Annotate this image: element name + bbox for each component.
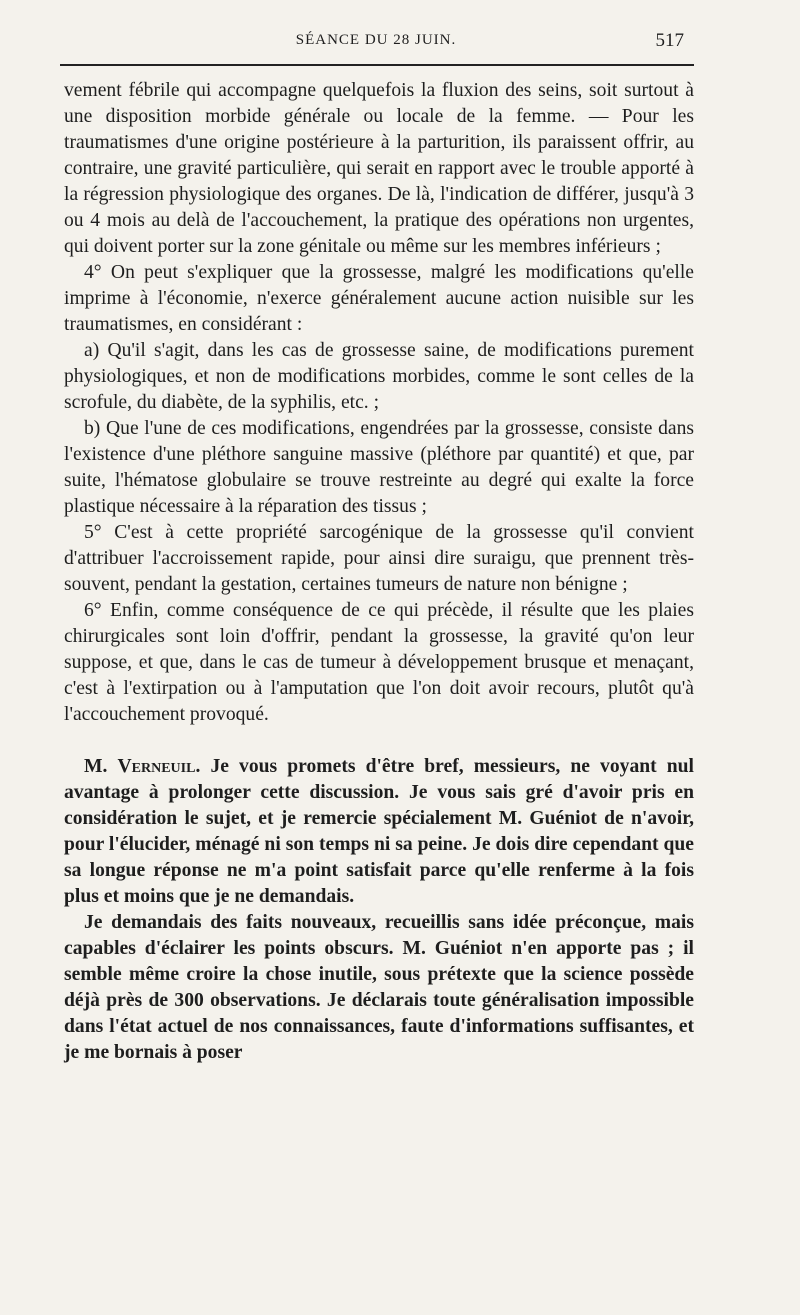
speech-paragraph	[64, 754, 694, 910]
speech-paragraph: Je demandais des faits nouveaux, recueillis sans idée préconçue, mais capables d'éclairer les points obscurs. M. Guéniot n'en apporte pas ; il semble même croire la chose inutile, sous prétexte que la science possède déjà près de 300 observations. Je déclarais toute généralisation impossible dans l'état actuel de nos connaissances, faute d'informations suffisantes, et je me bornais à poser	[64, 912, 694, 1063]
body-text	[64, 78, 694, 1066]
paragraph: 5° C'est à cette propriété sarcogénique de la grossesse qu'il convient d'attribuer l'accroissement rapide, pour ainsi dire suraigu, que prennent très-souvent, pendant la gestation, certaines tumeurs de nature non bénigne ;	[64, 522, 694, 595]
running-title: SÉANCE DU 28 JUIN.	[295, 32, 457, 48]
paragraph: a) Qu'il s'agit, dans les cas de grossesse saine, de modifications purement physiologiques, et non de modifications morbides, comme le sont celles de la scrofule, du diabète, de la syphilis, etc. ;	[64, 340, 694, 413]
speaker-suffix: .	[195, 756, 211, 777]
speaker-prefix: M.	[84, 756, 118, 777]
page-number: 517	[655, 30, 684, 51]
page-header	[62, 30, 690, 52]
header-rule	[60, 64, 694, 66]
speaker-name: Verneuil	[117, 756, 196, 777]
paragraph: 6° Enfin, comme conséquence de ce qui précède, il résulte que les plaies chirurgicales sont loin d'offrir, pendant la grossesse, la gravité qu'on leur suppose, et que, dans le cas de tumeur à développement brusque et menaçant, c'est à l'extirpation ou à l'amputation que l'on doit avoir recours, plutôt qu'à l'accouchement provoqué.	[64, 600, 694, 725]
speech-text: Je vous promets d'être bref, messieurs, ne voyant nul avantage à prolonger cette discussion. Je vous sais gré d'avoir pris en considération le sujet, et je remercie spécialement M. Guéniot de n'avoir, pour l'élucider, ménagé ni son temps ni sa peine. Je dois dire cependant que sa longue réponse ne m'a point satisfait parce qu'elle renferme à la fois plus et moins que je ne demandais.	[64, 756, 694, 907]
paragraph: vement fébrile qui accompagne quelquefois la fluxion des seins, soit surtout à une disposition morbide générale ou locale de la femme. — Pour les traumatismes d'une origine postérieure à la parturition, ils paraissent offrir, au contraire, une gravité particulière, qui serait en rapport avec le trouble apporté à la régression physiologique des organes. De là, l'indication de différer, jusqu'à 3 ou 4 mois au delà de l'accouchement, la pratique des opérations non urgentes, qui doivent porter sur la zone génitale ou même sur les membres inférieurs ;	[64, 80, 694, 257]
paragraph: 4° On peut s'expliquer que la grossesse, malgré les modifications qu'elle imprime à l'économie, n'exerce généralement aucune action nuisible sur les traumatismes, en considérant :	[64, 262, 694, 335]
paragraph: b) Que l'une de ces modifications, engendrées par la grossesse, consiste dans l'existence d'une pléthore sanguine massive (pléthore par quantité) et que, par suite, l'hématose globulaire se trouve restreinte au degré qui exalte la force plastique nécessaire à la réparation des tissus ;	[64, 418, 694, 517]
